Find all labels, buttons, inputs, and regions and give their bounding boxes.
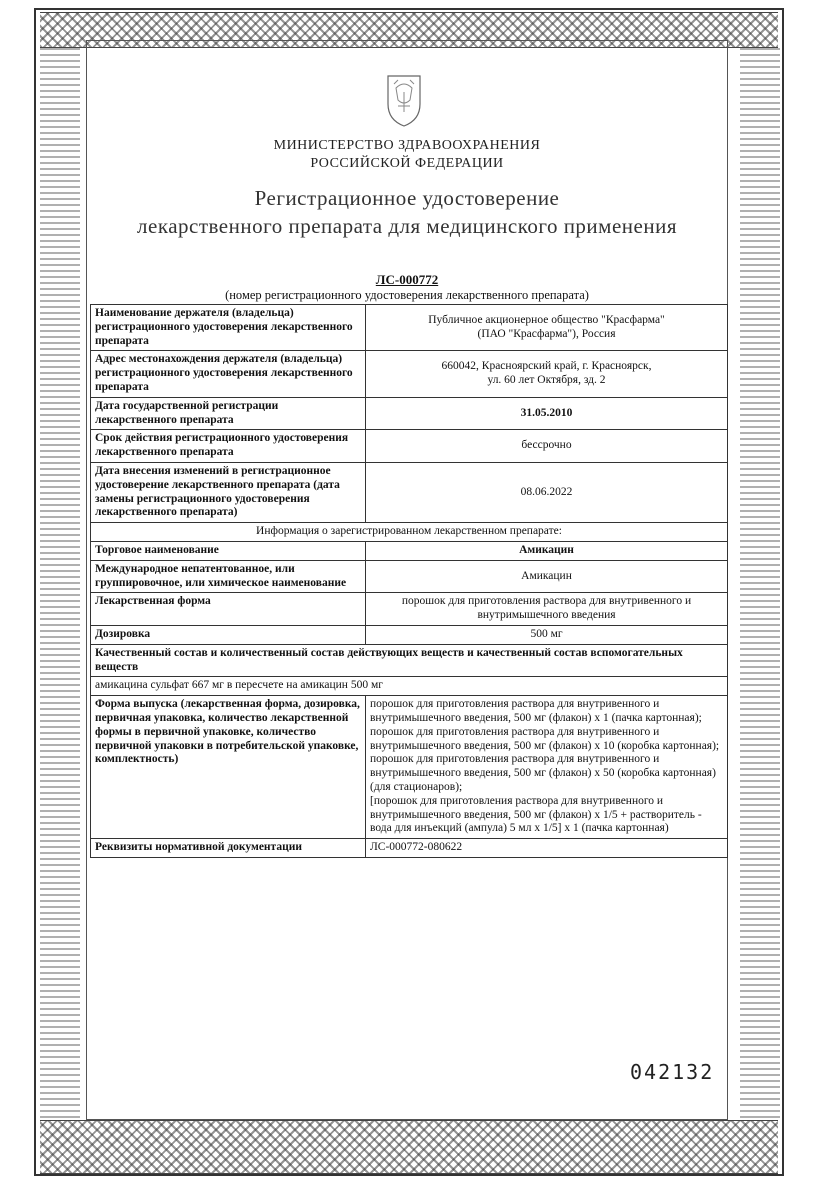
release-form-item: порошок для приготовления раствора для внутривенного и внутримышечного введения, 500 мг (флакон) х 10 (коробка картонная); — [370, 725, 720, 752]
dosage-form-line1: порошок для приготовления раствора для внутривенного и — [401, 595, 692, 608]
bottom-ornament-border — [40, 1120, 778, 1174]
table-row — [91, 305, 728, 351]
validity-label: Срок действия регистрационного удостоверения лекарственного препарата — [91, 430, 366, 463]
holder-address-line1: 660042, Красноярский край, г. Красноярск, — [441, 360, 652, 373]
normative-docs-value: ЛС-000772-080622 — [366, 839, 728, 858]
registration-number: ЛС-000772 — [375, 272, 439, 287]
release-form-item: [порошок для приготовления раствора для внутривенного и внутримышечного введения, 500 мг (флакон) х 1/5 + растворитель - вода для инъекций (ампула) 5 мл х 1/5] х 1 (пачка картонная) — [370, 794, 702, 835]
table-row — [91, 430, 728, 463]
certificate-title-line1: Регистрационное удостоверение — [254, 186, 560, 210]
serial-number: 042132 — [630, 1060, 715, 1084]
table-row — [91, 593, 728, 626]
holder-address-label: Адрес местонахождения держателя (владельца) регистрационного удостоверения лекарственного препарата — [91, 351, 366, 397]
dosage-form-label: Лекарственная форма — [91, 593, 366, 626]
registration-date-value: 31.05.2010 — [366, 397, 728, 430]
registration-date-label: Дата государственной регистрации лекарственного препарата — [91, 397, 366, 430]
trade-name-value: Амикацин — [366, 541, 728, 560]
holder-name-line1: Публичное акционерное общество "Красфарма" — [428, 313, 665, 326]
table-row — [91, 677, 728, 696]
holder-name-value — [366, 305, 728, 351]
ministry-name-line1: МИНИСТЕРСТВО ЗДРАВООХРАНЕНИЯ — [273, 138, 541, 153]
validity-value: бессрочно — [366, 430, 728, 463]
holder-name-label: Наименование держателя (владельца) регистрационного удостоверения лекарственного препарата — [91, 305, 366, 351]
table-row — [91, 523, 728, 542]
inn-label: Международное непатентованное, или группировочное, или химическое наименование — [91, 560, 366, 593]
info-section-header: Информация о зарегистрированном лекарственном препарате: — [91, 523, 728, 542]
dose-label: Дозировка — [91, 625, 366, 644]
release-form-value — [366, 696, 728, 839]
change-date-label: Дата внесения изменений в регистрационное удостоверение лекарственного препарата (дата замены регистрационного удостоверения лекарственного препарата) — [91, 462, 366, 522]
composition-label: Качественный состав и количественный состав действующих веществ и качественный состав вспомогательных веществ — [91, 644, 728, 677]
table-row — [91, 397, 728, 430]
normative-docs-label: Реквизиты нормативной документации — [91, 839, 366, 858]
certificate-title-line2: лекарственного препарата для медицинского применения — [137, 214, 677, 238]
release-form-item: порошок для приготовления раствора для внутривенного и внутримышечного введения, 500 мг (флакон) х 50 (коробка картонная) (для стационаров); — [370, 753, 716, 793]
release-form-item: порошок для приготовления раствора для внутривенного и внутримышечного введения, 500 мг (флакон) х 1 (пачка картонная); — [370, 698, 702, 724]
holder-address-value — [366, 351, 728, 397]
table-row — [91, 839, 728, 858]
table-row — [91, 462, 728, 522]
table-row — [91, 560, 728, 593]
dosage-form-value — [366, 593, 728, 626]
certificate-table — [90, 304, 728, 858]
holder-name-line2: (ПАО "Красфарма"), Россия — [477, 327, 616, 340]
ministry-name-line2: РОССИЙСКОЙ ФЕДЕРАЦИИ — [310, 156, 504, 171]
table-row — [91, 351, 728, 397]
composition-value: амикацина сульфат 667 мг в пересчете на амикацин 500 мг — [91, 677, 728, 696]
change-date-value: 08.06.2022 — [366, 462, 728, 522]
registration-number-caption: (номер регистрационного удостоверения лекарственного препарата) — [225, 288, 589, 302]
table-row — [91, 696, 728, 839]
table-row — [91, 625, 728, 644]
holder-address-line2: ул. 60 лет Октября, зд. 2 — [487, 374, 606, 387]
trade-name-label: Торговое наименование — [91, 541, 366, 560]
dose-value: 500 мг — [366, 625, 728, 644]
table-row — [91, 644, 728, 677]
release-form-label: Форма выпуска (лекарственная форма, дозировка, первичная упаковка, количество лекарственной формы в первичной упаковке, количество первичной упаковки в потребительской упаковке, комплектность) — [91, 696, 366, 839]
table-row — [91, 541, 728, 560]
coat-of-arms-emblem-icon — [380, 70, 428, 128]
dosage-form-line2: внутримышечного введения — [477, 609, 616, 622]
inn-value: Амикацин — [366, 560, 728, 593]
